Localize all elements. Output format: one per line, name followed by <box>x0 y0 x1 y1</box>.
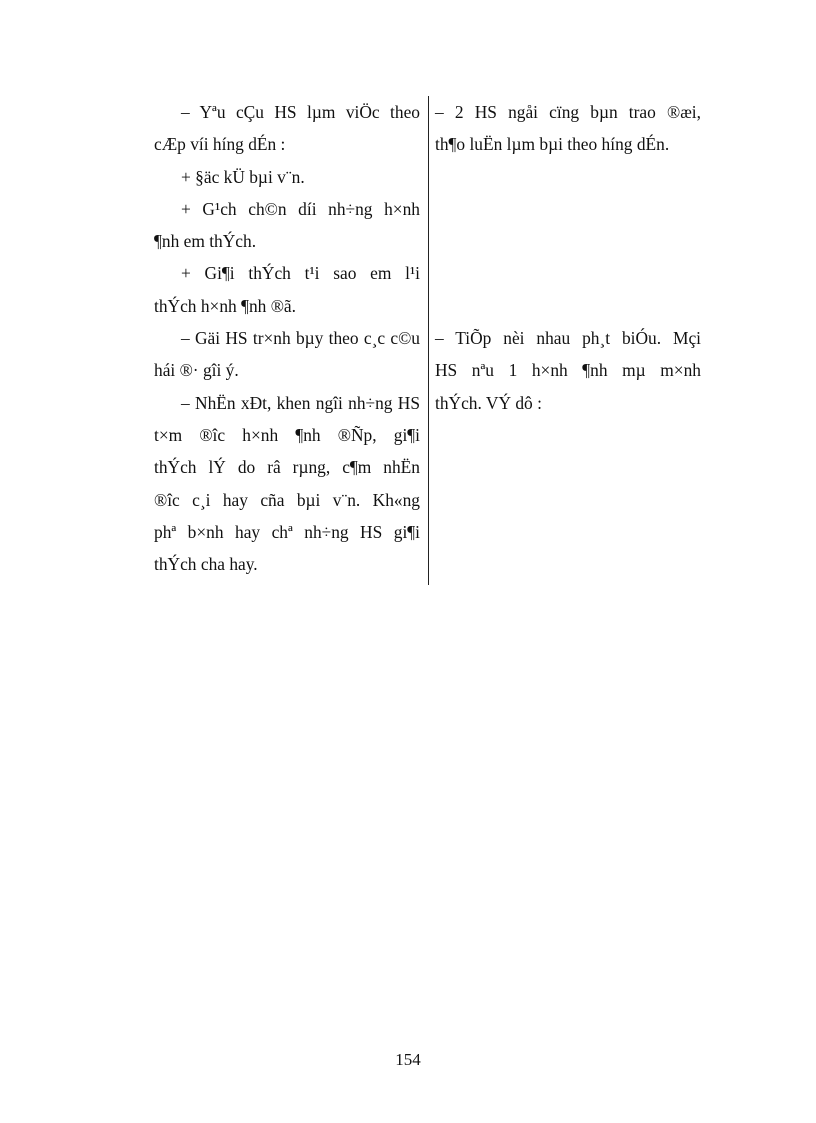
left-column-line: thÝch lÝ do râ rµng, c¶m nhËn <box>154 457 420 478</box>
teacher-activities-column <box>154 96 428 585</box>
left-column-line: – Gäi HS tr×nh bµy theo c¸c c©u <box>181 328 420 349</box>
left-column-line: t×m ®îc h×nh ¶nh ®Ñp, gi¶i <box>154 424 420 445</box>
left-column-line: ®îc c¸i hay cña bµi v¨n. Kh«ng <box>154 489 420 510</box>
left-column-line: cÆp víi híng dÉn : <box>154 134 286 155</box>
right-column-line: thÝch. VÝ dô : <box>435 392 542 413</box>
student-activities-column <box>429 96 701 585</box>
right-column-line <box>435 193 701 225</box>
left-column-line: – Yªu cÇu HS lµm viÖc theo <box>181 102 420 122</box>
right-column-line: – 2 HS ngåi cïng bµn trao ®æi, <box>435 102 701 122</box>
right-column-line <box>435 161 701 193</box>
right-column-line: HS nªu 1 h×nh ¶nh mµ m×nh <box>435 360 701 381</box>
right-column-line <box>435 290 701 322</box>
right-column-line: – TiÕp nèi nhau ph¸t biÓu. Mçi <box>435 328 701 349</box>
page-number: 154 <box>395 1050 421 1069</box>
two-column-table <box>154 96 702 585</box>
left-column-line: ¶nh em thÝch. <box>154 231 257 252</box>
left-column-line: + G¹ch ch©n díi nh÷ng h×nh <box>181 198 420 219</box>
right-column-line <box>435 225 701 257</box>
left-column-line: + §äc kÜ bµi v¨n. <box>181 166 305 187</box>
right-column-line <box>435 257 701 289</box>
left-column-line: thÝch cha hay. <box>154 554 258 575</box>
left-column-line: phª b×nh hay chª nh÷ng HS gi¶i <box>154 521 420 542</box>
right-column-line: th¶o luËn lµm bµi theo híng dÉn. <box>435 134 670 155</box>
left-column-line: hái ®· gîi ý. <box>154 360 239 381</box>
left-column-line: – NhËn xÐt, khen ngîi nh÷ng HS <box>181 392 420 413</box>
left-column-line: + Gi¶i thÝch t¹i sao em l¹i <box>181 263 420 284</box>
left-column-line: thÝch h×nh ¶nh ®ã. <box>154 295 296 316</box>
